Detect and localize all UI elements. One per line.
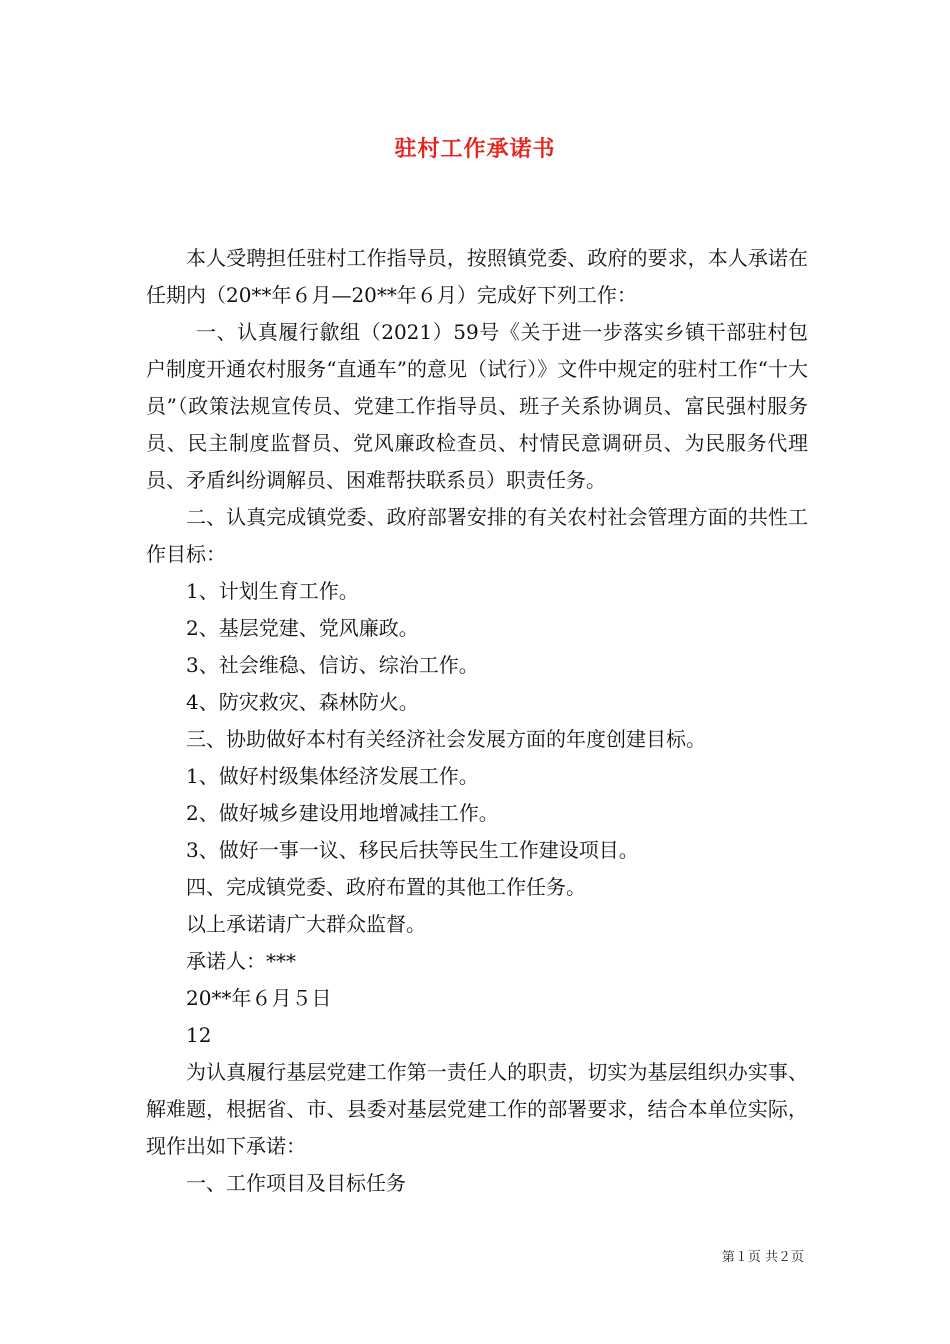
separator-number: 12 [186,1023,212,1047]
paragraph-second-pledge: 为认真履行基层党建工作第一责任人的职责，切实为基层组织办实事、解难题，根据省、市、县委对基层党建工作的部署要求，结合本单位实际，现作出如下承诺： [146,1060,808,1158]
paragraph-item-2: 二、认真完成镇党委、政府部署安排的有关农村社会管理方面的共性工作目标： [146,505,808,566]
document-title: 驻村工作承诺书 [394,136,556,162]
list-item: 3、做好一事一议、移民后扶等民生工作建设项目。 [186,838,639,862]
signatory: 承诺人：*** [186,949,296,973]
list-item: 2、做好城乡建设用地增减挂工作。 [186,801,499,825]
list-item: 3、社会维稳、信访、综治工作。 [186,653,479,677]
paragraph-intro: 本人受聘担任驻村工作指导员，按照镇党委、政府的要求，本人承诺在任期内（20**年６月—20**年６月）完成好下列工作： [146,246,808,307]
supervision-note: 以上承诺请广大群众监督。 [186,912,426,936]
document-body [146,240,808,1202]
page-footer: 第１页 共２页 [721,1250,804,1265]
list-item: 1、做好村级集体经济发展工作。 [186,764,479,788]
list-item: 1、计划生育工作。 [186,579,359,603]
section-heading-work-items: 一、工作项目及目标任务 [186,1171,406,1195]
paragraph-item-1: 一、认真履行歙组（2021）59号《关于进一步落实乡镇干部驻村包户制度开通农村服务“直通车”的意见（试行）》文件中规定的驻村工作“十大员”（政策法规宣传员、党建工作指导员、班子关系协调员、富民强村服务员、民主制度监督员、党风廉政检查员、村情民意调研员、为民服务代理员、矛盾纠纷调解员、困难帮扶联系员）职责任务。 [146,320,808,492]
list-item: 4、防灾救灾、森林防火。 [186,690,419,714]
date-line: 20**年６月５日 [186,986,332,1010]
section-heading-4: 四、完成镇党委、政府布置的其他工作任务。 [186,875,586,899]
list-item: 2、基层党建、党风廉政。 [186,616,419,640]
section-heading-3: 三、协助做好本村有关经济社会发展方面的年度创建目标。 [186,727,706,751]
